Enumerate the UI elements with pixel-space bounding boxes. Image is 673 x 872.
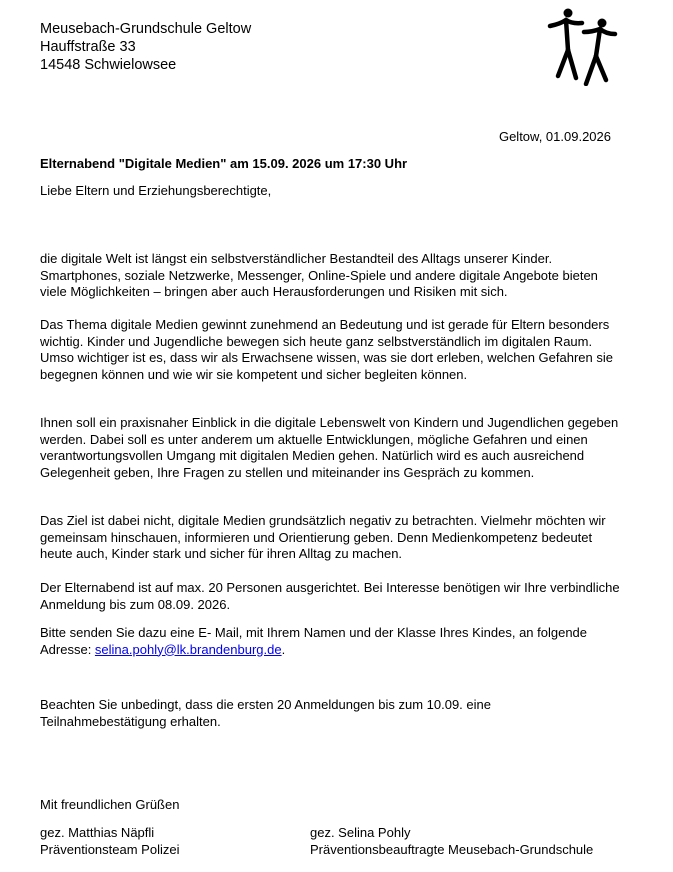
- letter-date: Geltow, 01.09.2026: [498, 129, 611, 144]
- paragraph-intro: [40, 251, 620, 301]
- paragraph-text: die digitale Welt ist längst ein selbstverständlicher Bestandteil des Alltags unserer Kinder. Smartphones, soziale Netzwerke, Messenger, Online-Spiele und andere digitale Angebote bieten viele Möglichkeiten – bringen aber auch Herausforderungen und Risiken mit sich.: [40, 251, 598, 299]
- registration-text: Bitte senden Sie dazu eine E- Mail, mit Ihrem Namen und der Klasse Ihres Kindes, an folgende Adresse:: [40, 625, 588, 657]
- signature-role: Präventionsbeauftragte Meusebach-Grundschule: [310, 841, 594, 857]
- paragraph-note: [40, 697, 620, 730]
- paragraph-text: Der Elternabend ist auf max. 20 Personen ausgerichtet. Bei Interesse benötigen wir Ihre verbindliche Anmeldung bis zum 08.09. 2026.: [40, 580, 620, 612]
- paragraph-text: Das Thema digitale Medien gewinnt zunehmend an Bedeutung und ist gerade für Eltern besonders wichtig. Kinder und Jugendliche bewegen sich heute ganz selbstverständlich im digitalen Raum. Umso wichtiger ist es, dass wir als Erwachsene wissen, was sie dort erleben, welchen Gefahren sie begegnen können und wie wir sie kompetent und sicher begleiten können.: [40, 317, 613, 382]
- signature-school: [310, 825, 593, 858]
- registration-suffix: .: [281, 641, 286, 657]
- paragraph-registration: [40, 625, 620, 658]
- sender-address: [40, 20, 251, 74]
- signature-role: Präventionsteam Polizei: [40, 841, 180, 857]
- signature-name: gez. Matthias Näpfli: [40, 825, 155, 840]
- school-street: Hauffstraße 33: [40, 39, 136, 55]
- paragraph-text: [40, 625, 620, 658]
- paragraph-text: Ihnen soll ein praxisnaher Einblick in die digitale Lebenswelt von Kindern und Jugendlichen gegeben werden. Dabei soll es unter anderem um aktuelle Entwicklungen, mögliche Gefahren und einen verantwortungsvollen Umgang mit digitalen Medien gehen. Natürlich wird es auch ausreichend Gelegenheit geben, Ihre Fragen zu stellen und miteinander ins Gespräch zu kommen.: [40, 415, 619, 480]
- email-link[interactable]: selina.pohly@lk.brandenburg.de: [94, 641, 282, 657]
- closing: Mit freundlichen Grüßen: [40, 797, 180, 812]
- paragraph-text: Beachten Sie unbedingt, dass die ersten 20 Anmeldungen bis zum 10.09. eine Teilnahmebestätigung erhalten.: [40, 697, 491, 729]
- signature-police: [40, 825, 179, 858]
- letter-subject: Elternabend "Digitale Medien" am 15.09. 2026 um 17:30 Uhr: [40, 156, 408, 171]
- paragraph-text: Das Ziel ist dabei nicht, digitale Medien grundsätzlich negativ zu betrachten. Vielmehr möchten wir gemeinsam hinschauen, informieren und Orientierung geben. Denn Medienkompetenz bedeutet heute auch, Kinder stark und sicher für ihren Alltag zu machen.: [40, 513, 606, 561]
- school-name: Meusebach-Grundschule Geltow: [40, 21, 252, 37]
- paragraph-topic: [40, 317, 620, 383]
- signature-name: gez. Selina Pohly: [310, 825, 411, 840]
- salutation: Liebe Eltern und Erziehungsberechtigte,: [40, 183, 272, 198]
- stick-figures-logo-icon: [546, 6, 618, 86]
- paragraph-insight: [40, 415, 620, 481]
- paragraph-goal: [40, 513, 620, 563]
- paragraph-capacity: [40, 580, 620, 613]
- school-city: 14548 Schwielowsee: [40, 57, 177, 73]
